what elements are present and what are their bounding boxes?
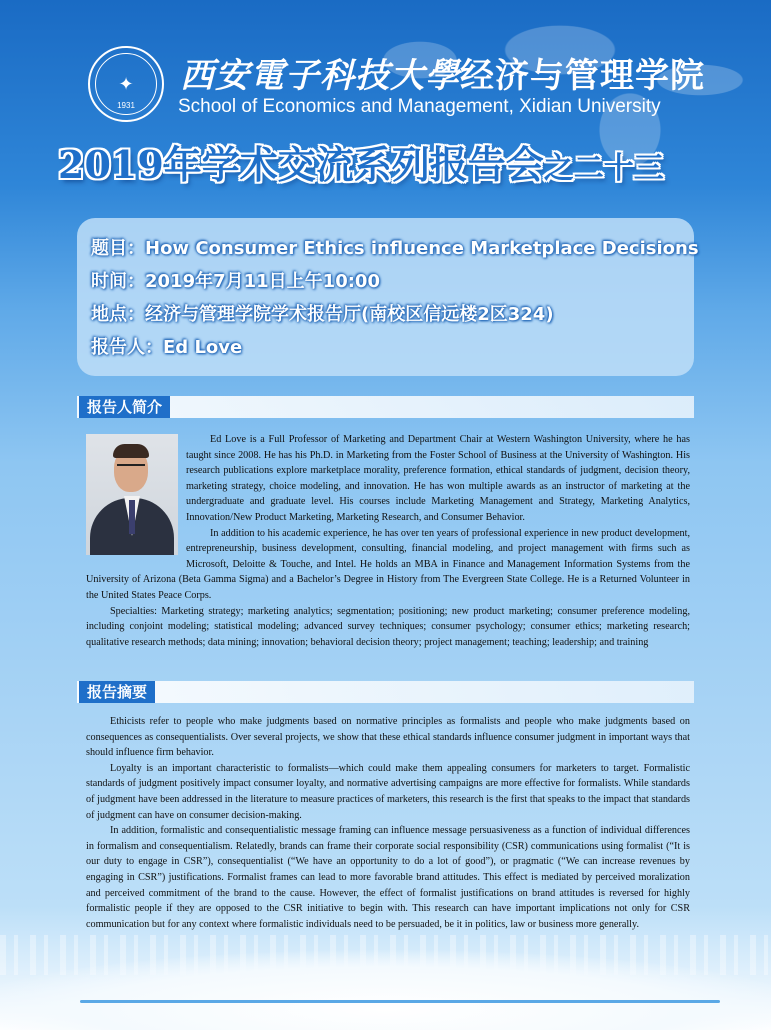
- school-name-en: School of Economics and Management, Xidian University: [178, 96, 661, 117]
- talk-place: 地点：经济与管理学院学术报告厅(南校区信远楼2区324): [91, 304, 554, 325]
- series-title-main: 2019年学术交流系列报告会: [58, 142, 544, 187]
- bio-paragraph: In addition to his academic experience, he has over ten years of professional experience in new product development, entrepreneurship, business development, consulting, financial modeling, and project management with firms such as Microsoft, Deloitte & Touche, and Intel. He holds an MBA in Finance and Management Information Systems from the University of Arizona (Beta Gamma Sigma) and a Bachelor’s Degree in History from The Evergreen State College. He is a Returned Volunteer in the United States Peace Corps.: [86, 527, 690, 601]
- speaker-photo: [86, 434, 178, 555]
- talk-time: 时间：2019年7月11日上午10:00: [91, 271, 380, 292]
- series-number: 之二十三: [543, 151, 664, 186]
- talk-speaker: 报告人：Ed Love: [91, 337, 243, 358]
- abstract-paragraph: In addition, formalistic and consequentialistic message framing can influence message persuasiveness as a function of individual differences in formalism and consequentialism. Relatedly, brands can frame their corporate social responsibility (CSR) communications using formalist (“It is our duty to engage in CSR”), consequentialist (“We have an opportunity to do a lot of good”), or pragmatic (“We can increase revenues by engaging in CSR”) justifications. Formalist frames can lead to more favorable brand attitudes. This effect is mediated by perceived moralization and perceived commitment of the brand to the cause. However, the effect of formalist justifications on brand attitudes is reversed for highly formalistic people if they are opposed to the CSR initiative to begin with. This research can have important implications not only for CSR communication but for any context where formalistic individuals need to be persuaded, be it in politics, law or business more generally.: [86, 825, 690, 930]
- series-title: [58, 134, 664, 189]
- abstract-section-header: [77, 681, 694, 703]
- talk-abstract: [86, 714, 690, 932]
- talk-info-box: [77, 218, 699, 376]
- university-name-cn: [180, 48, 705, 97]
- bio-section-header: [77, 396, 694, 418]
- logo-emblem-icon: ✦: [95, 53, 157, 115]
- bottom-divider: [80, 1000, 720, 1003]
- bio-paragraph: Specialties: Marketing strategy; marketing analytics; segmentation; positioning; new product marketing; consumer preference modeling, including conjoint modeling; statistical modeling; advanced survey techniques; consumer psychology; consumer ethics; marketing research; qualitative research methods; data mining; innovation; behavioral decision theory; project management; teaching; leadership; and training: [86, 605, 690, 648]
- school-name-cn: 经济与管理学院: [460, 56, 705, 96]
- bio-section-label: 报告人简介: [79, 396, 170, 418]
- logo-year: 1931: [117, 101, 135, 110]
- university-name: 西安電子科技大學: [180, 56, 460, 96]
- speaker-bio: [86, 432, 690, 650]
- bio-paragraph: Ed Love is a Full Professor of Marketing and Department Chair at Western Washington University, where he has taught since 2008. He has his Ph.D. in Marketing from the Foster School of Business at the University of Washington. His research publications explore marketplace morality, preference formation, ethical standards of judgment, decision theory, marketing strategy, choice modeling, and innovation. He has won multiple awards as an instructor of marketing at the undergraduate and graduate level. His courses include Marketing Management and Strategy, Marketing Analytics, Innovation/New Product Marketing, Marketing Research, and Consumer Behavior.: [186, 434, 690, 523]
- university-logo: [88, 46, 164, 122]
- abstract-section-label: 报告摘要: [79, 681, 155, 703]
- talk-topic: 题目：How Consumer Ethics influence Marketplace Decisions: [91, 238, 699, 259]
- abstract-paragraph: Loyalty is an important characteristic to formalists—which could make them appealing consumers for marketers to target. Formalistic standards of judgment positively impact consumer loyalty, and normative advertising campaigns are more effective for formalists. While standards of judgment have been addressed in the literature to measure practices of marketers, this research is the first that speaks to the impact that standards of judgment can have on consumer decision-making.: [86, 762, 690, 821]
- abstract-paragraph: Ethicists refer to people who make judgments based on normative principles as formalists and people who make judgments based on consequences as consequentialists. Over several projects, we show that these ethical standards influence consumer judgment in important ways that should influence firm behavior.: [86, 716, 690, 759]
